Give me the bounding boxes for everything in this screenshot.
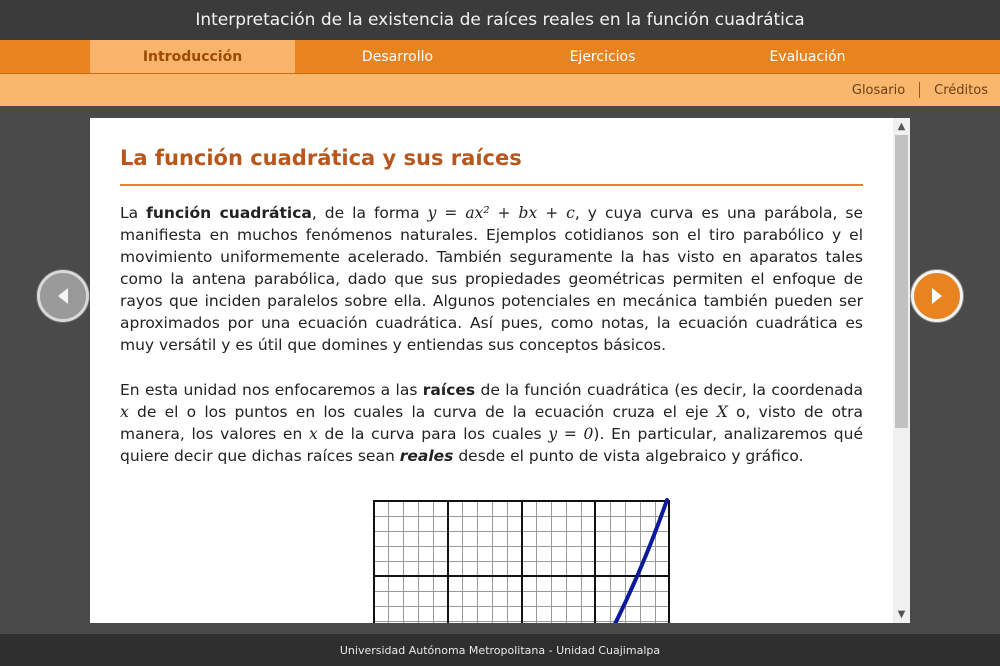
tab-ejercicios[interactable]: Ejercicios <box>569 48 636 65</box>
content-area <box>120 118 863 623</box>
scroll-down-icon[interactable]: ▼ <box>897 609 906 620</box>
next-page-button[interactable] <box>911 270 963 322</box>
chevron-left-icon <box>54 286 72 306</box>
glossary-link[interactable]: Glosario <box>851 82 906 98</box>
main-nav <box>0 40 1000 74</box>
tab-evaluacion[interactable]: Evaluación <box>769 48 846 65</box>
parabola-graph <box>373 498 671 623</box>
app-title-bar <box>0 0 1000 40</box>
heading-rule <box>120 184 863 186</box>
intro-paragraph: La función cuadrática, de la forma y = ax² + bx + c, y cuya curva es una parábola, se manifiesta en muchos fenómenos naturales. Ejemplos cotidianos son el tiro parabólico y el movimiento uniformemente acelerado. También seguramente la has visto en aparatos tales como la antena parabólica, dado que sus propiedades geométricas permiten el enfoque de rayos que inciden paralelos sobre ella. Algunos potenciales en mecánica también pueden ser aproximados por una ecuación cuadrática. Así pues, como notas, la ecuación cuadrática es muy versátil y es útil que domines y entiendas sus conceptos básicos. <box>120 204 864 354</box>
tab-desarrollo[interactable]: Desarrollo <box>361 48 434 65</box>
page-title: La función cuadrática y sus raíces <box>120 146 522 170</box>
chevron-right-icon <box>928 286 946 306</box>
prev-page-button[interactable] <box>37 270 89 322</box>
credits-link[interactable]: Créditos <box>934 82 988 98</box>
focus-paragraph: En esta unidad nos enfocaremos a las raíces de la función cuadrática (es decir, la coordenada x de el o los puntos en los cuales la curva de la ecuación cruza el eje X o, visto de otra manera, los valores en x de la curva para los cuales y = 0). En particular, analizaremos qué quiere decir que dichas raíces sean reales desde el punto de vista algebraico y gráfico. <box>120 381 863 465</box>
divider <box>919 82 920 98</box>
secondary-nav <box>0 74 1000 106</box>
tab-introduccion[interactable]: Introducción <box>90 40 295 73</box>
app-title: Interpretación de la existencia de raíces reales en la función cuadrática <box>195 10 805 30</box>
content-scrollbar[interactable] <box>893 118 910 623</box>
quadratic-formula: y = ax² + bx + c <box>427 204 575 222</box>
scroll-thumb[interactable] <box>895 135 908 428</box>
content-panel <box>90 118 910 623</box>
footer <box>0 634 1000 666</box>
scroll-up-icon[interactable]: ▲ <box>897 121 906 132</box>
footer-text: Universidad Autónoma Metropolitana - Unidad Cuajimalpa <box>339 643 661 657</box>
